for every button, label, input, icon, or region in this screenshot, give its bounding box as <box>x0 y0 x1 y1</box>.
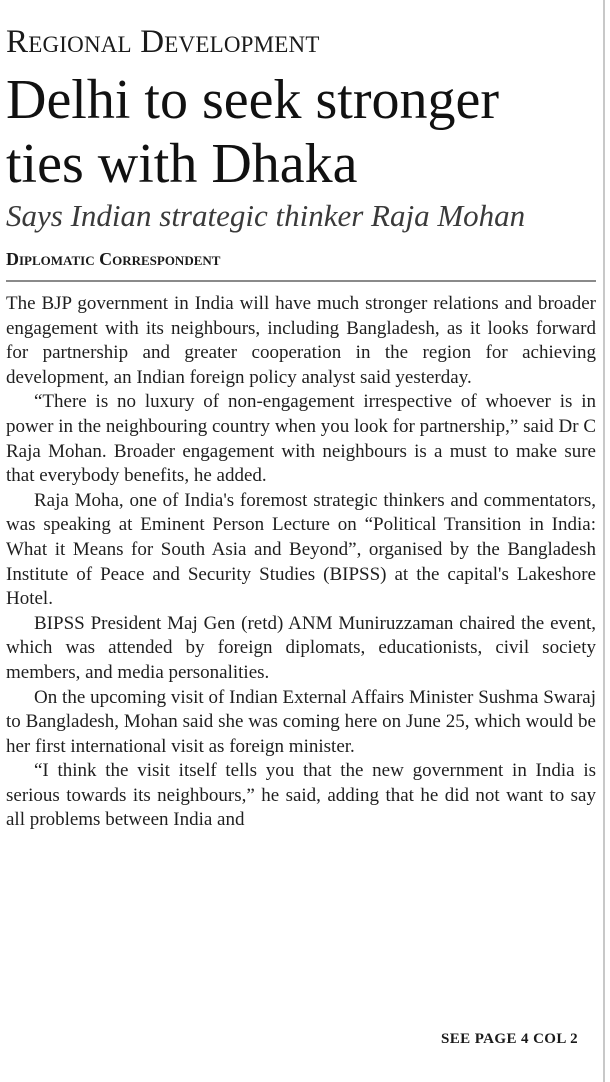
paragraph: The BJP government in India will have much stronger relations and broader engagement with its neighbours, including Bangladesh, as it looks forward for partnership and greater cooperation in the region for achieving development, an Indian foreign policy analyst said yesterday. <box>6 293 596 388</box>
paragraph: “I think the visit itself tells you that the new government in India is serious towards its neighbours,” he said, adding that he did not want to say all problems between India and <box>6 760 596 831</box>
continued-on-page-label: SEE PAGE 4 COL 2 <box>441 1031 578 1047</box>
news-article <box>6 0 594 1082</box>
subheadline: Says Indian strategic thinker Raja Mohan <box>6 198 526 233</box>
paragraph: Raja Moha, one of India's foremost strategic thinkers and commentators, was speaking at Eminent Person Lecture on “Political Transition in India: What it Means for South Asia and Beyond”, organised by the Bangladesh Institute of Peace and Security Studies (BIPSS) at the capital's Lakeshore Hotel. <box>6 489 596 610</box>
divider-rule <box>6 280 596 282</box>
paragraph: BIPSS President Maj Gen (retd) ANM Muniruzzaman chaired the event, which was attended by foreign diplomats, educationists, civil society members, and media personalities. <box>6 612 596 683</box>
headline <box>6 68 606 196</box>
article-body <box>6 292 596 833</box>
column-edge <box>603 0 605 1082</box>
headline-line-2: ties with Dhaka <box>6 133 358 195</box>
headline-line-1: Delhi to seek stronger <box>6 69 499 131</box>
paragraph: “There is no luxury of non-engagement irrespective of whoever is in power in the neighbouring country when you look for partnership,” said Dr C Raja Mohan. Broader engagement with neighbours is a must to make sure that everybody benefits, he added. <box>6 391 596 487</box>
byline: Diplomatic Correspondent <box>6 249 221 269</box>
paragraph: On the upcoming visit of Indian External Affairs Minister Sushma Swaraj to Bangladesh, Mohan said she was coming here on June 25, which would be her first international visit as foreign minister. <box>6 686 596 757</box>
section-kicker: Regional Development <box>6 24 320 60</box>
